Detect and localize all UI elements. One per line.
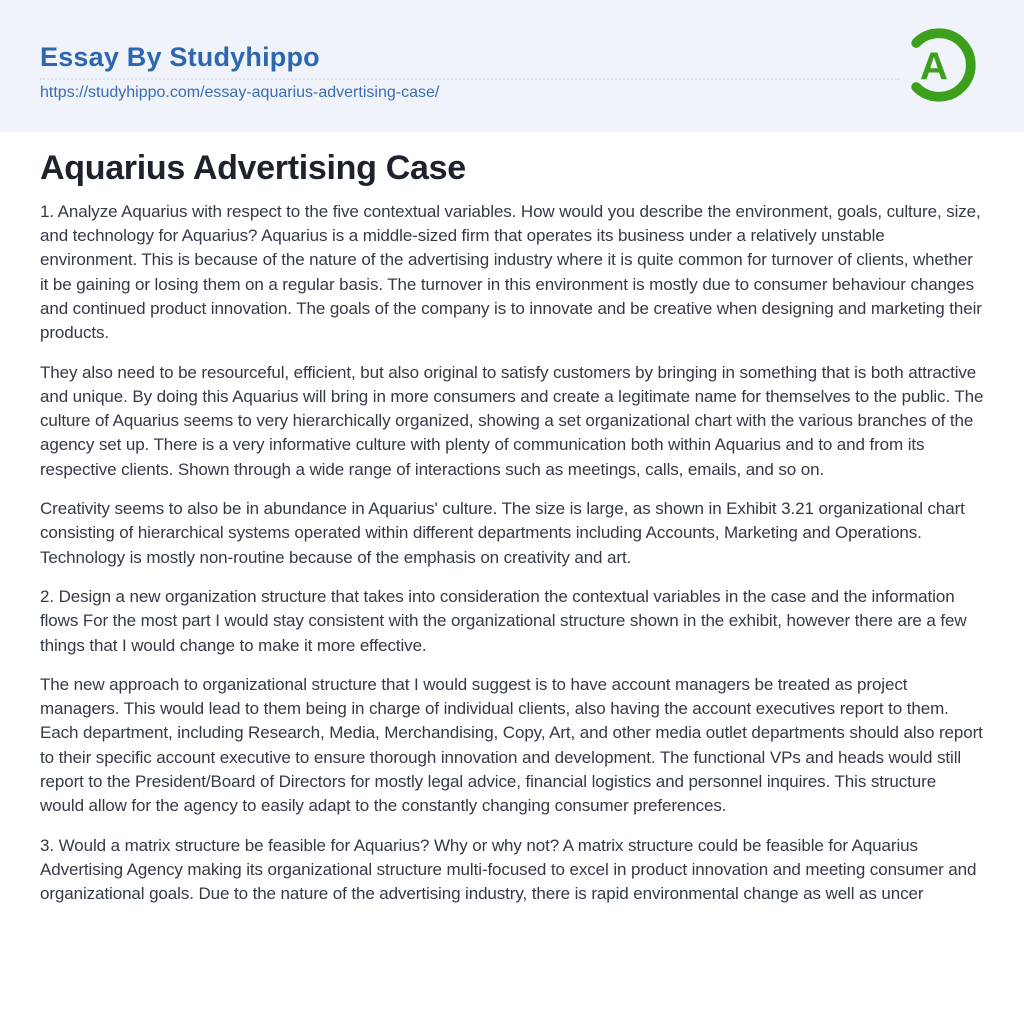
dotted-divider	[40, 78, 900, 80]
essay-url-link[interactable]: https://studyhippo.com/essay-aquarius-advertising-case/	[40, 84, 440, 101]
header-letterhead	[0, 0, 1024, 132]
essay-paragraph-3: Creativity seems to also be in abundance in Aquarius' culture. The size is large, as shown in Exhibit 3.21 organizational chart consisting of hierarchical systems operated within different departments including Accounts, Marketing and Operations. Technology is mostly non-routine because of the emphasis on creativity and art.	[40, 499, 965, 567]
essay-paragraph-6: 3. Would a matrix structure be feasible for Aquarius? Why or why not? A matrix structure could be feasible for Aquarius Advertising Agency making its organizational structure multi-focused to excel in product innovation and meeting consumer and organizational goals. Due to the nature of the advertising industry, there is rapid environmental change as well as uncer	[40, 835, 977, 904]
essay-title: Aquarius Advertising Case	[40, 149, 466, 187]
essay-paragraph-5: The new approach to organizational structure that I would suggest is to have account managers be treated as project managers. This would lead to them being in charge of individual clients, also having the account executives report to them. Each department, including Research, Media, Merchandising, Copy, Art, and other media outlet departments should also report to their specific account executive to ensure thorough innovation and development. The functional VPs and heads would still report to the President/Board of Directors for mostly legal advice, financial logistics and personnel inquires. This structure would allow for the agency to easily adapt to the constantly changing consumer preferences.	[40, 674, 983, 816]
essay-content	[0, 148, 1024, 907]
logo-letter: A	[919, 45, 948, 89]
site-title: Essay By Studyhippo	[40, 42, 320, 72]
essay-paragraph-2: They also need to be resourceful, efficient, but also original to satisfy customers by bringing in something that is both attractive and unique. By doing this Aquarius will bring in more consumers and create a legitimate name for themselves to the public. The culture of Aquarius seems to very hierarchically organized, showing a set organizational chart with the various branches of the agency set up. There is a very informative culture with plenty of communication both within Aquarius and to and from its respective clients. Shown through a wide range of interactions such as meetings, calls, emails, and so on.	[40, 362, 984, 479]
essay-paragraph-4: 2. Design a new organization structure that takes into consideration the contextual variables in the case and the information flows For the most part I would stay consistent with the organizational structure shown in the exhibit, however there are a few things that I would change to make it more effective.	[40, 586, 967, 655]
studyhippo-logo-icon	[896, 22, 982, 108]
essay-paragraph-1: 1. Analyze Aquarius with respect to the five contextual variables. How would you describe the environment, goals, culture, size, and technology for Aquarius? Aquarius is a middle-sized firm that operates its business under a relatively unstable environment. This is because of the nature of the advertising industry where it is quite common for turnover of clients, whether it be gaining or losing them on a regular basis. The turnover in this environment is mostly due to consumer behaviour changes and continued product innovation. The goals of the company is to innovate and be creative when designing and marketing their products.	[40, 201, 982, 343]
